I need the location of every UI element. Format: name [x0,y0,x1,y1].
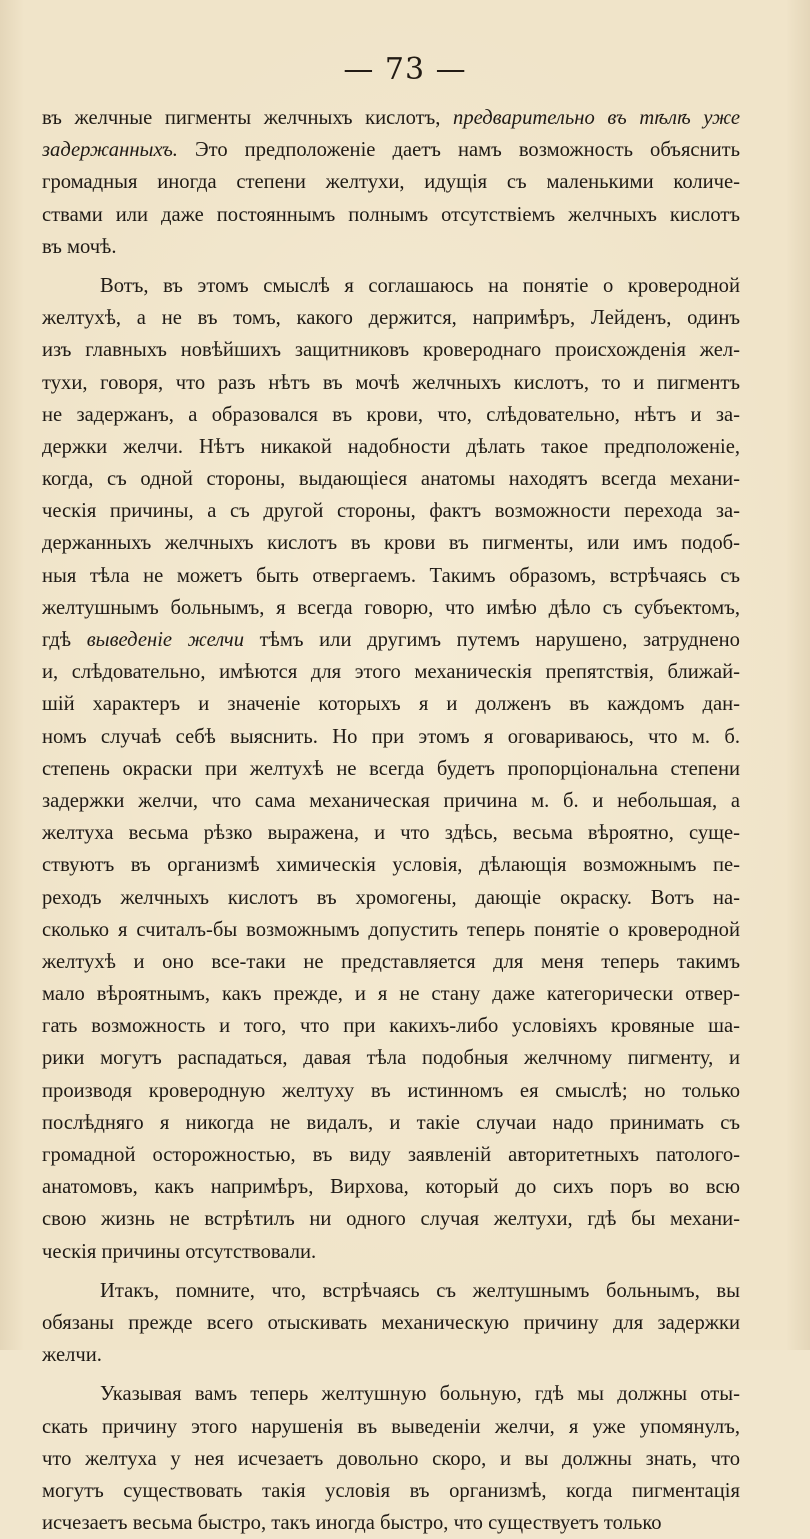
paragraph [42,270,740,1268]
text-line [42,1171,740,1203]
text-segment: ствами или даже постояннымъ полнымъ отсутствiемъ желчныхъ кислотъ [42,203,740,226]
text-line [42,1307,740,1339]
text-segment: держанныхъ желчныхъ кислотъ въ крови въ пигменты, или имъ подоб- [42,532,740,555]
text-line [42,721,740,753]
text-line [42,817,740,849]
text-line [42,1411,740,1443]
text-line [42,914,740,946]
italic-text: предварительно въ тѣлѣ уже [453,107,740,129]
text-line [42,1139,740,1171]
text-line [42,302,740,334]
text-segment: могутъ существовать такiя условiя въ организмѣ, когда пигментацiя [42,1479,740,1502]
text-segment: громадной осторожностью, въ виду заявленiй авторитетныхъ патолого- [42,1144,740,1166]
text-line [42,946,740,978]
text-line [42,1378,740,1410]
text-line [42,1275,740,1307]
text-segment: держки желчи. Нѣтъ никакой надобности дѣлать такое предположенiе, [42,435,740,458]
text-segment: желтухѣ, а не въ томъ, какого держится, напримѣръ, Лейденъ, одинъ [42,307,740,330]
text-line [42,134,740,166]
text-segment: мало вѣроятнымъ, какъ прежде, и я не стану даже категорически отвер- [42,983,740,1006]
text-line [42,978,740,1010]
text-line [42,102,740,134]
text-line [42,592,740,624]
body-text [42,102,740,1539]
text-segment: ныя тѣла не можетъ быть отвергаемъ. Такимъ образомъ, встрѣчаясь съ [42,564,740,587]
text-segment: анатомовъ, какъ напримѣръ, Вирхова, который до сихъ поръ во всю [42,1176,740,1199]
text-segment: изъ главныхъ новѣйшихъ защитниковъ кровероднаго происхожденiя жел- [42,339,740,362]
text-segment: желтушнымъ больнымъ, я всегда говорю, что имѣю дѣло съ субъектомъ, [42,596,740,619]
text-line [42,334,740,366]
text-line [42,1236,740,1268]
italic-text: задержанныхъ. [42,139,178,162]
text-segment: послѣдняго я никогда не видалъ, и такiе случаи надо принимать съ [42,1111,740,1134]
text-line [42,527,740,559]
text-segment: сколько я считалъ-бы возможнымъ допустить теперь понятiе о кроверодной [42,918,740,941]
text-segment: гать возможность и того, что при какихъ-либо условiяхъ кровяные ша- [42,1015,740,1038]
text-line [42,1107,740,1139]
text-segment: громадныя иногда степени желтухи, идущiя съ маленькими количе- [42,171,740,194]
text-segment: степень окраски при желтухѣ не всегда будетъ пропорцiональна степени [42,757,740,780]
text-segment: гдѣ [42,629,87,651]
text-segment: реходъ желчныхъ кислотъ въ хромогены, дающiе окраску. Вотъ на- [42,886,740,909]
text-line [42,785,740,817]
text-line [42,367,740,399]
text-line [42,166,740,198]
text-line [42,1475,740,1507]
page-number: — 73 — [343,52,467,87]
text-segment: ческiя причины, а съ другой стороны, фактъ возможности перехода за- [42,500,740,523]
text-line [42,624,740,656]
text-segment: желтуха весьма рѣзко выражена, и что здѣсь, весьма вѣроятно, суще- [42,822,740,845]
text-segment: номъ случаѣ себѣ выяснить. Но при этомъ я оговариваюсь, что м. б. [42,725,740,748]
text-segment: желчи. [42,1344,102,1367]
text-segment: скать причину этого нарушенiя въ выведенiи желчи, я уже упомянулъ, [42,1415,740,1438]
paragraph [42,1378,740,1539]
text-segment: Итакъ, помните, что, встрѣчаясь съ желтушнымъ больнымъ, вы [100,1279,740,1302]
text-segment: Вотъ, въ этомъ смыслѣ я соглашаюсь на понятiе о кроверодной [100,274,740,297]
text-segment: въ желчные пигменты желчныхъ кислотъ, [42,107,454,129]
text-segment: не задержанъ, а образовался въ крови, что, слѣдовательно, нѣтъ и за- [42,403,740,426]
text-segment: въ мочѣ. [42,235,117,258]
text-segment: ческiя причины отсутствовали. [42,1240,317,1263]
text-line [42,199,740,231]
text-line [42,270,740,302]
text-segment: Это предположенiе даетъ намъ возможность объяснить [177,139,740,162]
text-line [42,753,740,785]
text-segment: когда, съ одной стороны, выдающiеся анатомы находятъ всегда механи- [42,468,740,491]
text-line [42,1339,740,1371]
text-line [42,849,740,881]
text-segment: рики могутъ распадаться, давая тѣла подобныя желчному пигменту, и [42,1047,740,1070]
text-line [42,1075,740,1107]
text-segment: производя кроверодную желтуху въ истинномъ ея смыслѣ; но только [42,1079,740,1102]
text-line [42,656,740,688]
text-line [42,1203,740,1235]
text-segment: желтухѣ и оно все-таки не представляется для меня теперь такимъ [42,950,740,973]
text-line [42,1042,740,1074]
text-line [42,431,740,463]
text-segment: исчезаетъ весьма быстро, такъ иногда быстро, что существуетъ только [42,1512,662,1535]
text-segment: ствуютъ въ организмѣ химическiя условiя, дѣлающiя возможнымъ пе- [42,854,740,877]
paragraph [42,1275,740,1372]
text-line [42,399,740,431]
text-line [42,1443,740,1475]
text-segment: свою жизнь не встрѣтилъ ни одного случая желтухи, гдѣ бы механи- [42,1208,740,1231]
paragraph [42,102,740,263]
text-segment: Указывая вамъ теперь желтушную больную, гдѣ мы должны оты- [100,1383,740,1406]
text-segment: обязаны прежде всего отыскивать механическую причину для задержки [42,1311,740,1334]
text-line [42,495,740,527]
text-line [42,560,740,592]
text-segment: тухи, говоря, что разъ нѣтъ въ мочѣ желчныхъ кислотъ, то и пигментъ [42,371,740,394]
text-segment: тѣмъ или другимъ путемъ нарушено, затруднено [244,629,740,651]
text-line [42,231,740,263]
text-line [42,1507,740,1539]
text-segment: задержки желчи, что сама механическая причина м. б. и небольшая, а [42,789,740,812]
text-segment: что желтуха у нея исчезаетъ довольно скоро, и вы должны знать, что [42,1447,740,1470]
text-line [42,882,740,914]
text-segment: и, слѣдовательно, имѣются для этого механическiя препятствiя, ближай- [42,661,740,684]
text-line [42,1010,740,1042]
text-line [42,688,740,720]
text-segment: шiй характеръ и значенiе которыхъ я и долженъ въ каждомъ дан- [42,693,740,716]
italic-text: выведенiе желчи [86,629,245,651]
text-line [42,463,740,495]
